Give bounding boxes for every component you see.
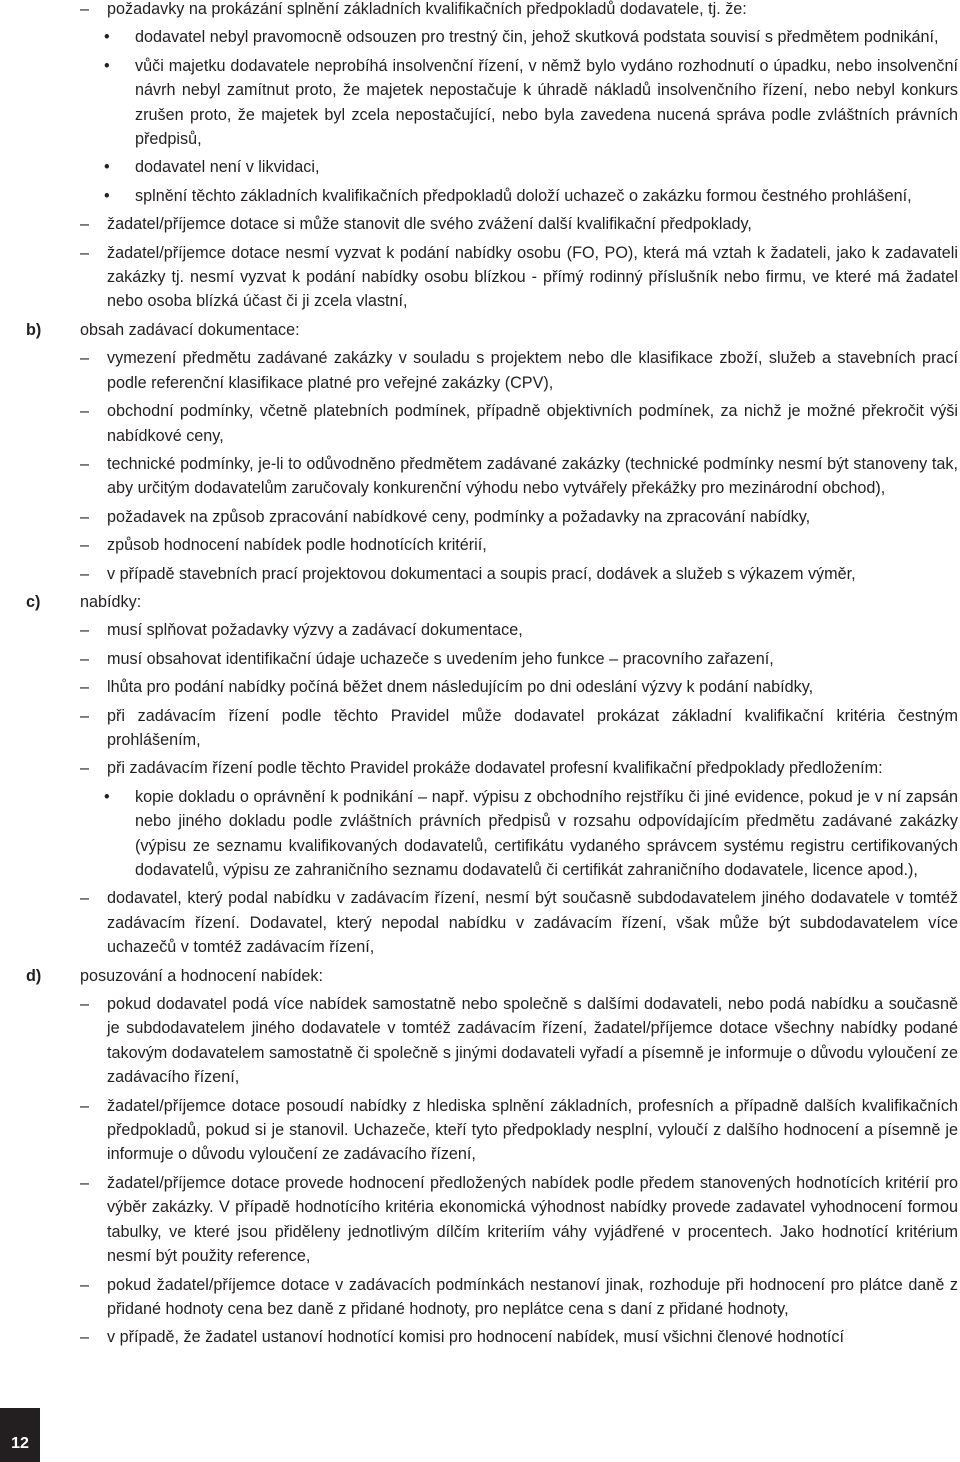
dash-marker: – — [80, 349, 90, 368]
dash-list-item — [0, 0, 960, 21]
bullet-list-item — [0, 184, 960, 208]
dash-list-item — [0, 505, 960, 529]
dash-list-item — [0, 1273, 960, 1322]
item-text: musí obsahovat identifikační údaje uchazeče s uvedením jeho funkce – pracovního zařazení, — [107, 649, 774, 668]
dash-list-item — [0, 241, 960, 314]
section-heading-text: nabídky: — [80, 592, 142, 611]
dash-list-item — [0, 992, 960, 1090]
item-text: žadatel/příjemce dotace provede hodnocení předložených nabídek podle předem stanovených hodnotících kritérií pro výběr zakázky. V případě hodnotícího kritéria ekonomická výhodnost nabídky provede zadavatel vyhodnocení formou tabulky, ve které jsou přiděleny jednotlivým dílčím kriteriím váhy vyjádřené v procentech. Jako hodnotící kritérium nesmí být použity reference, — [107, 1173, 958, 1266]
section-heading — [0, 318, 960, 342]
dash-marker: – — [80, 1173, 90, 1192]
dash-marker: – — [80, 1275, 90, 1294]
dash-marker: – — [80, 243, 90, 262]
dash-marker: – — [80, 215, 90, 234]
item-text: dodavatel není v likvidaci, — [135, 158, 320, 177]
item-text: lhůta pro podání nabídky počíná běžet dnem následujícím po dni odeslání výzvy k podání nabídky, — [107, 678, 814, 697]
dash-marker: – — [80, 1096, 90, 1115]
item-text: musí splňovat požadavky výzvy a zadávací dokumentace, — [107, 621, 523, 640]
section-heading-text: posuzování a hodnocení nabídek: — [80, 966, 324, 985]
dash-list-item — [0, 756, 960, 780]
section-heading-text: obsah zadávací dokumentace: — [80, 320, 300, 339]
bullet-list-item — [0, 25, 960, 49]
dash-list-item — [0, 399, 960, 448]
dash-marker: – — [80, 507, 90, 526]
section-heading — [0, 964, 960, 988]
item-text: žadatel/příjemce dotace posoudí nabídky z hlediska splnění základních, profesních a případně dalších kvalifikačních předpokladů, pokud si je stanovil. Uchazeče, kteří tyto předpoklady nesplní, vyloučí z dalšího hodnocení a písemně je informuje o důvodu vyloučení ze zadávacího řízení, — [107, 1096, 958, 1164]
dash-marker: – — [80, 564, 90, 583]
dash-marker: – — [80, 678, 90, 697]
dash-list-item — [0, 562, 960, 586]
item-text: technické podmínky, je-li to odůvodněno předmětem zadávané zakázky (technické podmínky nesmí být stanoveny tak, aby určitým dodavatelům zaručovaly konkurenční výhodu nebo vytvářely překážky pro mezinárodní obchod), — [107, 454, 958, 498]
item-text: požadavky na prokázání splnění základních kvalifikačních předpokladů dodavatele, tj. že: — [107, 0, 747, 18]
page-number: 12 — [0, 1408, 40, 1462]
bullet-marker: • — [104, 787, 110, 806]
dash-list-item — [0, 1094, 960, 1167]
bullet-list-item — [0, 54, 960, 152]
dash-list-item — [0, 675, 960, 699]
section-marker: c) — [26, 592, 41, 611]
item-text: při zadávacím řízení podle těchto Pravidel prokáže dodavatel profesní kvalifikační předpoklady předložením: — [107, 759, 883, 778]
dash-marker: – — [80, 1328, 90, 1347]
dash-marker: – — [80, 0, 90, 18]
dash-list-item — [0, 452, 960, 501]
dash-list-item — [0, 618, 960, 642]
section-marker: d) — [26, 966, 42, 985]
item-text: kopie dokladu o oprávnění k podnikání – např. výpisu z obchodního rejstříku či jiné evidence, pokud je v ní zapsán nebo jiného dokladu podle zvláštních právních předpisů v rozsahu odpovídajícím předmětu zadávané zakázky (výpisu ze seznamu kvalifikovaných dodavatelů, certifikátu vydaného správcem systému registru certifikovaných dodavatelů, výpisu ze zahraničního seznamu dodavatelů či certifikát zahraničního dodavatele, licence apod.), — [135, 787, 958, 879]
dash-marker: – — [80, 454, 90, 473]
section-heading — [0, 590, 960, 614]
dash-marker: – — [80, 621, 90, 640]
dash-list-item — [0, 346, 960, 395]
item-text: dodavatel, který podal nabídku v zadávacím řízení, nesmí být současně subdodavatelem jiného dodavatele v tomtéž zadávacím řízení. Dodavatel, který nepodal nabídku v zadávacím řízení, však může být subdodavatelem více uchazečů v tomtéž zadávacím řízení, — [107, 889, 958, 957]
item-text: požadavek na způsob zpracování nabídkové ceny, podmínky a požadavky na zpracování nabídky, — [107, 507, 811, 526]
dash-list-item — [0, 647, 960, 671]
item-text: žadatel/příjemce dotace si může stanovit dle svého zvážení další kvalifikační předpoklady, — [107, 215, 752, 234]
section-marker: b) — [26, 320, 42, 339]
item-text: obchodní podmínky, včetně platebních podmínek, případně objektivních podmínek, za nichž je možné překročit výši nabídkové ceny, — [107, 402, 958, 445]
item-text: v případě stavebních prací projektovou dokumentaci a soupis prací, dodávek a služeb s výkazem výměr, — [107, 564, 856, 583]
bullet-list-item — [0, 785, 960, 883]
bullet-marker: • — [104, 186, 110, 205]
item-text: pokud žadatel/příjemce dotace v zadávacích podmínkách nestanoví jinak, rozhoduje při hodnocení pro plátce daně z přidané hodnoty cena bez daně z přidané hodnoty, pro neplátce cena s daní z přidané hodnoty, — [107, 1275, 958, 1318]
dash-list-item — [0, 1171, 960, 1269]
dash-list-item — [0, 704, 960, 753]
dash-marker: – — [80, 759, 90, 778]
dash-marker: – — [80, 402, 90, 421]
item-text: způsob hodnocení nabídek podle hodnotících kritérií, — [107, 536, 487, 555]
item-text: dodavatel nebyl pravomocně odsouzen pro trestný čin, jehož skutková podstata souvisí s předmětem podnikání, — [135, 28, 939, 47]
item-text: splnění těchto základních kvalifikačních předpokladů doloží uchazeč o zakázku formou čestného prohlášení, — [135, 186, 912, 205]
item-text: vymezení předmětu zadávané zakázky v souladu s projektem nebo dle klasifikace zboží, služeb a stavebních prací podle referenční klasifikace platné pro veřejné zakázky (CPV), — [107, 349, 958, 392]
bullet-marker: • — [104, 56, 110, 75]
item-text: žadatel/příjemce dotace nesmí vyzvat k podání nabídky osobu (FO, PO), která má vztah k žadateli, jako k zadavateli zakázky tj. nesmí vyzvat k podání nabídky osobu blízkou - přímý rodinný příslušník nebo firmu, ve které má žadatel nebo osoba blízká účast či ji zcela vlastní, — [107, 243, 958, 311]
bullet-marker: • — [104, 158, 110, 177]
dash-marker: – — [80, 706, 90, 725]
item-text: pokud dodavatel podá více nabídek samostatně nebo společně s dalšími dodavateli, nebo podá nabídku a současně je subdodavatelem jiného dodavatele v tomtéž zadávacím řízení, žadatel/příjemce dotace všechny nabídky podané takovým dodavatelem samostatně či společně s jinými dodavateli vyřadí a písemně je informuje o důvodu vyloučení ze zadávacího řízení, — [107, 995, 958, 1087]
item-text: při zadávacím řízení podle těchto Pravidel může dodavatel prokázat základní kvalifikační kritéria čestným prohlášením, — [107, 706, 958, 749]
bullet-marker: • — [104, 28, 110, 47]
dash-list-item — [0, 533, 960, 557]
item-text: v případě, že žadatel ustanoví hodnotící komisi pro hodnocení nabídek, musí všichni členové hodnotící — [107, 1328, 844, 1347]
bullet-list-item — [0, 155, 960, 179]
dash-marker: – — [80, 889, 90, 908]
dash-marker: – — [80, 649, 90, 668]
item-text: vůči majetku dodavatele neprobíhá insolvenční řízení, v němž bylo vydáno rozhodnutí o úpadku, nebo insolvenční návrh nebyl zamítnut proto, že majetek nepostačuje k úhradě nákladů insolvenčního řízení, nebo nebyl konkurs zrušen proto, že majetek byl zcela nepostačující, nebo byla zavedena nucená správa podle zvláštních právních předpisů, — [135, 56, 958, 149]
dash-list-item — [0, 886, 960, 959]
dash-list-item — [0, 212, 960, 236]
dash-marker: – — [80, 995, 90, 1014]
dash-marker: – — [80, 536, 90, 555]
dash-list-item — [0, 1325, 960, 1349]
